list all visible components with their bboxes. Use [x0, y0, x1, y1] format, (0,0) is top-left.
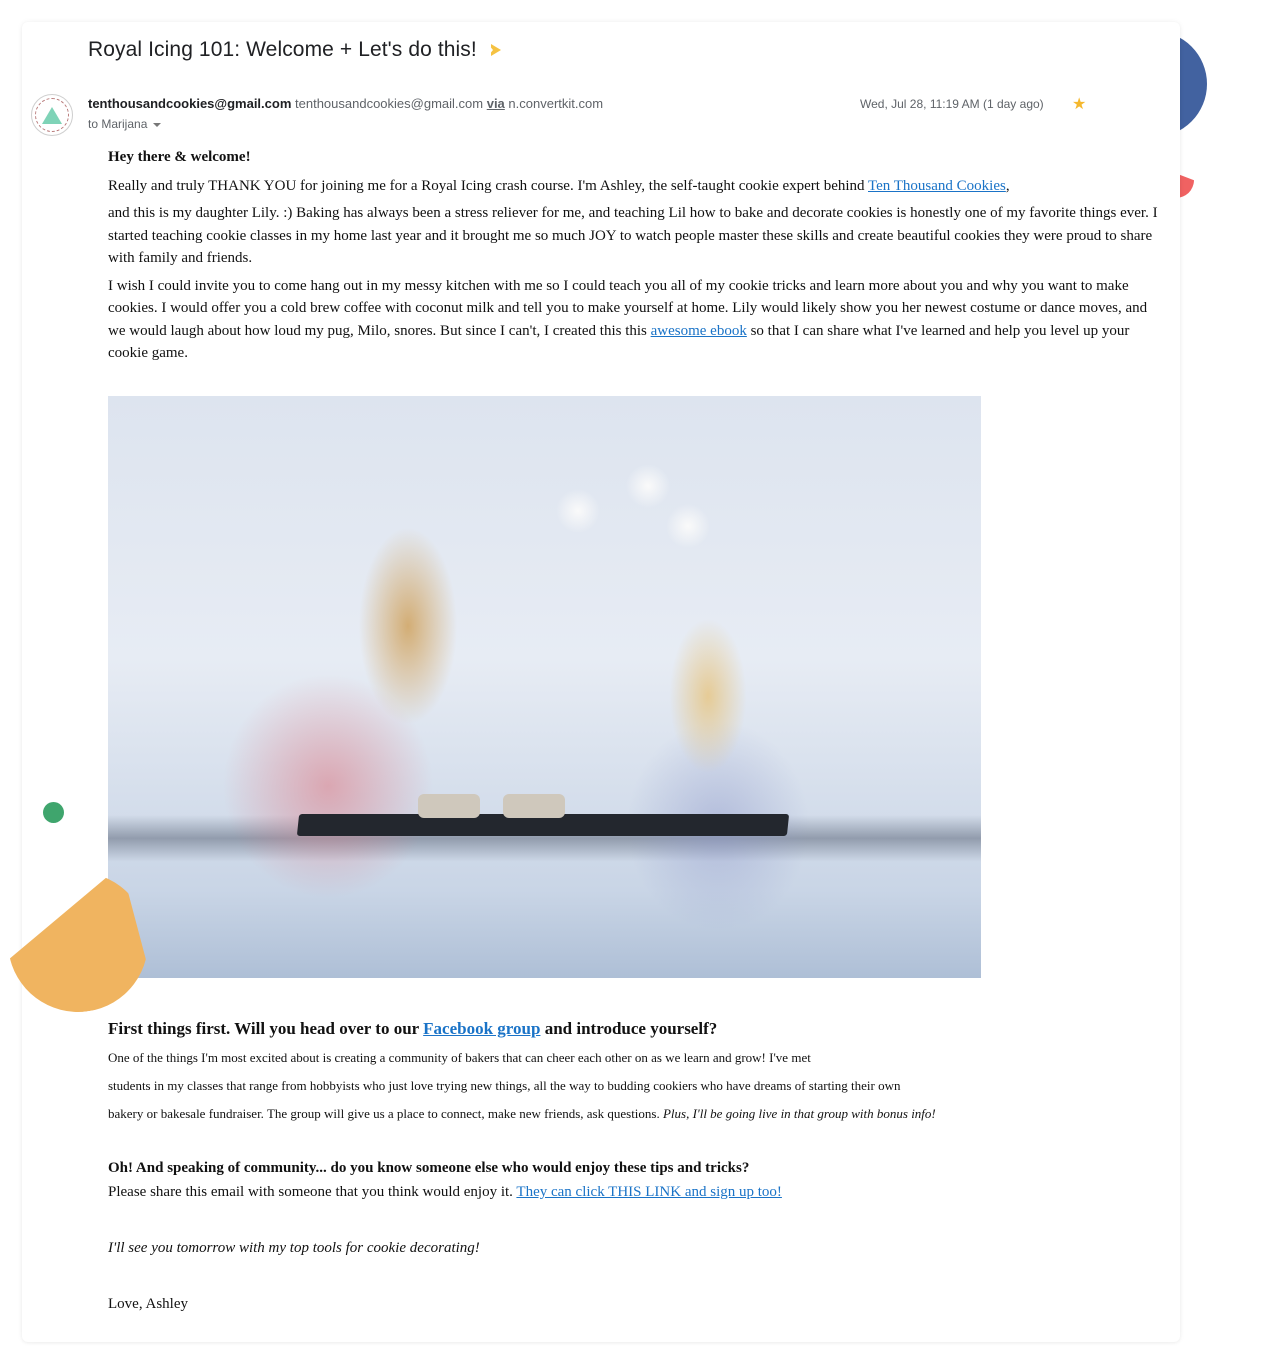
sender-email: tenthousandcookies@gmail.com [295, 96, 484, 111]
sender-name[interactable]: tenthousandcookies@gmail.com [88, 96, 292, 111]
decorative-green-dot [43, 802, 64, 823]
via-domain: n.convertkit.com [508, 96, 604, 111]
greeting-heading: Hey there & welcome! [108, 149, 251, 165]
avatar-logo-ring [35, 98, 69, 132]
share-text: Please share this email with someone that you think would enjoy it. [108, 1184, 517, 1200]
subject-row [88, 38, 501, 62]
fb-heading-text: First things first. Will you head over to our [108, 1019, 424, 1038]
email-subject: Royal Icing 101: Welcome + Let's do this! [88, 38, 477, 61]
photo-cookie [503, 794, 565, 818]
kitchen-text: I wish I could invite you to come hang out in my messy kitchen with me so I could teach you all of my cookie tricks and learn more about you and why you want to make cookies. I would offer you a cold brew coffee with coconut milk and tell you to make yourself at home. Lily would likely show you her newest costume or dance moves, and we would laugh about how loud my pug, Milo, snores. But since I can't, I created this this [108, 277, 1148, 339]
avatar-triangle-icon [42, 107, 62, 124]
to-label: to Marijana [88, 117, 148, 131]
email-body [108, 142, 1168, 365]
kitchen-text-end: so that I can share what I've learned and help you level up your cookie game. [108, 322, 1130, 361]
sender-line [88, 96, 603, 111]
facebook-paragraph [108, 1044, 1168, 1128]
fb-line-1: One of the things I'm most excited about is creating a community of bakers that can cheer each other on as we learn and grow! I've met [108, 1050, 811, 1065]
ten-thousand-cookies-link[interactable]: Ten Thousand Cookies [868, 177, 1006, 194]
photo-cookie [418, 794, 480, 818]
star-icon[interactable]: ★ [1072, 96, 1087, 113]
intro-comma: , [1005, 177, 1010, 194]
awesome-ebook-link[interactable]: awesome ebook [650, 322, 747, 339]
important-marker-icon[interactable] [491, 44, 501, 56]
sender-avatar[interactable] [31, 94, 73, 136]
fb-bonus-italic: Plus, I'll be going live in that group with bonus info! [662, 1106, 936, 1121]
share-paragraph [108, 1184, 782, 1201]
hero-photo [108, 396, 981, 978]
facebook-group-link[interactable]: Facebook group [423, 1019, 541, 1038]
paragraph-intro [108, 175, 1168, 198]
email-date: Wed, Jul 28, 11:19 AM (1 day ago) [860, 97, 1044, 111]
fb-line-2: students in my classes that range from hobbyists who just love trying new things, all the way to budding cookiers who have dreams of starting their own [108, 1078, 901, 1093]
facebook-heading [108, 1018, 1168, 1040]
community-heading: Oh! And speaking of community... do you know someone else who would enjoy these tips and tricks? [108, 1160, 750, 1176]
see-you-tomorrow: I'll see you tomorrow with my top tools for cookie decorating! [108, 1240, 480, 1256]
caret-down-icon[interactable] [153, 123, 161, 127]
signoff: Love, Ashley [108, 1296, 188, 1312]
paragraph-lily: and this is my daughter Lily. :) Baking has always been a stress reliever for me, and teaching Lil how to bake and decorate cookies is honestly one of my favorite things ever. I started teaching cookie classes in my home last year and it brought me so much JOY to watch people master these skills and create beautiful cookies they were proud to share with family and friends. [108, 205, 1158, 266]
fb-heading-text-end: and introduce yourself? [540, 1019, 718, 1038]
email-card [22, 22, 1180, 1342]
recipients-toggle[interactable] [88, 117, 161, 131]
paragraph-kitchen [108, 275, 1168, 365]
fb-line-3: bakery or bakesale fundraiser. The group will give us a place to connect, make new friends, ask questions. [108, 1106, 663, 1121]
signup-link[interactable]: They can click THIS LINK and sign up too! [516, 1184, 782, 1200]
via-link[interactable]: via [486, 96, 505, 111]
intro-text: Really and truly THANK YOU for joining me for a Royal Icing crash course. I'm Ashley, the self-taught cookie expert behind [108, 177, 869, 194]
community-section [108, 1018, 1168, 1312]
